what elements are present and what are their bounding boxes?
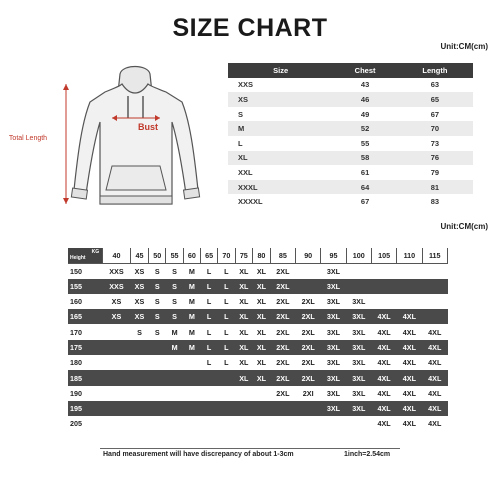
grid-size-cell <box>183 370 200 385</box>
grid-size-cell <box>183 355 200 370</box>
grid-size-cell <box>149 401 166 416</box>
size-row <box>228 78 473 93</box>
hoodie-diagram <box>60 62 210 220</box>
grid-size-cell <box>103 386 131 401</box>
grid-size-cell: 4XL <box>397 386 422 401</box>
grid-size-cell: 3XL <box>346 386 371 401</box>
grid-size-cell: XL <box>235 294 253 309</box>
grid-size-cell: XL <box>235 279 253 294</box>
grid-size-cell <box>130 416 148 431</box>
grid-size-cell <box>422 294 447 309</box>
grid-size-cell: L <box>218 279 235 294</box>
grid-size-cell <box>253 416 271 431</box>
grid-size-cell <box>166 355 183 370</box>
grid-size-cell: L <box>200 263 217 278</box>
grid-size-cell: 3XL <box>346 370 371 385</box>
length-cell: 73 <box>397 136 473 151</box>
grid-size-cell: 2XL <box>270 340 295 355</box>
grid-size-cell <box>166 401 183 416</box>
grid-size-cell <box>166 370 183 385</box>
grid-size-cell: XL <box>235 355 253 370</box>
length-cell: 79 <box>397 165 473 180</box>
grid-size-cell: 2XL <box>296 355 321 370</box>
grid-size-cell: S <box>130 324 148 339</box>
grid-size-cell: XL <box>253 279 271 294</box>
grid-size-cell: 3XL <box>346 309 371 324</box>
grid-size-cell <box>149 340 166 355</box>
grid-size-cell: XL <box>235 324 253 339</box>
length-cell: 63 <box>397 78 473 93</box>
height-cell: 185 <box>68 370 103 385</box>
grid-size-cell: 4XL <box>371 370 396 385</box>
grid-size-cell: 4XL <box>371 401 396 416</box>
grid-size-cell: L <box>218 324 235 339</box>
size-cell: XXXXL <box>228 194 333 209</box>
grid-size-cell <box>183 386 200 401</box>
length-cell: 83 <box>397 194 473 209</box>
grid-size-cell <box>218 370 235 385</box>
grid-size-cell: 2XL <box>296 309 321 324</box>
grid-size-cell: 2XL <box>270 279 295 294</box>
grid-size-cell: L <box>200 309 217 324</box>
grid-size-cell: XS <box>103 294 131 309</box>
grid-size-cell <box>149 355 166 370</box>
grid-size-cell <box>183 401 200 416</box>
conversion-note: 1inch=2.54cm <box>344 451 391 458</box>
grid-size-cell <box>103 416 131 431</box>
weight-header-cell: 85 <box>270 248 295 263</box>
grid-size-cell <box>296 263 321 278</box>
height-cell: 175 <box>68 340 103 355</box>
grid-size-cell: L <box>200 294 217 309</box>
grid-size-cell: L <box>218 340 235 355</box>
height-cell: 180 <box>68 355 103 370</box>
grid-size-cell <box>397 279 422 294</box>
grid-size-cell: 4XL <box>371 355 396 370</box>
grid-size-cell <box>218 386 235 401</box>
size-table <box>228 63 473 209</box>
grid-size-cell: 2XL <box>296 370 321 385</box>
grid-header-row <box>68 248 448 263</box>
grid-size-cell: XL <box>235 263 253 278</box>
grid-size-cell <box>296 416 321 431</box>
chest-cell: 52 <box>333 121 396 136</box>
size-table-header <box>228 63 473 78</box>
grid-size-cell: 2XL <box>270 386 295 401</box>
grid-size-cell: 2XL <box>296 340 321 355</box>
chest-cell: 58 <box>333 151 396 166</box>
chest-cell: 55 <box>333 136 396 151</box>
grid-size-cell <box>130 370 148 385</box>
grid-size-cell: S <box>166 309 183 324</box>
grid-size-cell: M <box>166 340 183 355</box>
weight-header-cell: 90 <box>296 248 321 263</box>
grid-size-cell: XL <box>253 263 271 278</box>
grid-size-cell: 4XL <box>371 324 396 339</box>
grid-size-cell: 3XL <box>346 401 371 416</box>
grid-size-cell: 4XL <box>397 309 422 324</box>
grid-size-cell <box>200 401 217 416</box>
grid-size-cell: 4XL <box>397 355 422 370</box>
footer-divider <box>100 448 400 449</box>
grid-size-cell <box>103 401 131 416</box>
grid-size-cell <box>103 370 131 385</box>
unit-label-top: Unit:CM(cm) <box>440 42 488 51</box>
grid-size-cell: 4XL <box>397 340 422 355</box>
height-cell: 165 <box>68 309 103 324</box>
grid-row <box>68 370 448 385</box>
header-chest: Chest <box>333 63 396 78</box>
grid-size-cell: XS <box>130 309 148 324</box>
weight-header-cell: 75 <box>235 248 253 263</box>
grid-size-cell: XS <box>130 263 148 278</box>
grid-size-cell: M <box>183 340 200 355</box>
measurement-note: Hand measurement will have discrepancy of about 1-3cm <box>103 451 294 458</box>
weight-header-cell: 95 <box>321 248 346 263</box>
grid-size-cell: XL <box>235 370 253 385</box>
grid-row <box>68 340 448 355</box>
weight-header-cell: 55 <box>166 248 183 263</box>
page-title: SIZE CHART <box>172 14 328 42</box>
size-cell: XXS <box>228 78 333 93</box>
grid-size-cell: S <box>166 294 183 309</box>
grid-size-cell <box>371 294 396 309</box>
grid-size-cell <box>103 355 131 370</box>
weight-header-cell: 50 <box>149 248 166 263</box>
grid-size-cell: 3XL <box>321 370 346 385</box>
grid-size-cell: 3XL <box>321 309 346 324</box>
grid-size-cell: 4XL <box>371 309 396 324</box>
grid-size-cell <box>371 263 396 278</box>
grid-size-cell: XL <box>235 309 253 324</box>
grid-row <box>68 263 448 278</box>
grid-size-cell: S <box>149 309 166 324</box>
size-cell: XXL <box>228 165 333 180</box>
length-cell: 65 <box>397 92 473 107</box>
grid-size-cell: XL <box>253 309 271 324</box>
height-cell: 160 <box>68 294 103 309</box>
grid-size-cell: L <box>200 324 217 339</box>
grid-size-cell: L <box>218 294 235 309</box>
grid-row <box>68 309 448 324</box>
grid-size-cell: 4XL <box>422 324 447 339</box>
grid-size-cell <box>166 416 183 431</box>
chest-cell: 46 <box>333 92 396 107</box>
grid-size-cell <box>103 324 131 339</box>
grid-size-cell: S <box>149 279 166 294</box>
total-length-label: Total Length <box>8 135 48 142</box>
grid-size-cell: XL <box>235 340 253 355</box>
unit-label-bottom: Unit:CM(cm) <box>440 222 488 231</box>
grid-size-cell: M <box>183 294 200 309</box>
length-cell: 70 <box>397 121 473 136</box>
hoodie-illustration <box>60 62 210 220</box>
grid-size-cell: 2XL <box>270 294 295 309</box>
chest-cell: 49 <box>333 107 396 122</box>
grid-row <box>68 279 448 294</box>
size-row <box>228 121 473 136</box>
grid-size-cell: 2XL <box>270 324 295 339</box>
height-cell: 170 <box>68 324 103 339</box>
grid-size-cell <box>166 386 183 401</box>
grid-size-cell <box>218 416 235 431</box>
grid-size-cell: 2XI <box>296 386 321 401</box>
grid-size-cell: XXS <box>103 279 131 294</box>
size-cell: XS <box>228 92 333 107</box>
grid-size-cell: L <box>218 355 235 370</box>
grid-row <box>68 294 448 309</box>
grid-size-cell: M <box>183 324 200 339</box>
grid-row <box>68 416 448 431</box>
grid-row <box>68 386 448 401</box>
grid-size-cell <box>183 416 200 431</box>
grid-size-cell <box>371 279 396 294</box>
grid-size-cell: S <box>149 324 166 339</box>
grid-size-cell <box>253 386 271 401</box>
bust-label: Bust <box>138 122 158 132</box>
grid-size-cell: 4XL <box>397 401 422 416</box>
grid-size-cell: 3XL <box>321 294 346 309</box>
height-cell: 190 <box>68 386 103 401</box>
grid-size-cell: XS <box>130 279 148 294</box>
weight-height-grid <box>68 248 448 432</box>
grid-size-cell: 4XL <box>397 324 422 339</box>
height-cell: 195 <box>68 401 103 416</box>
length-cell: 67 <box>397 107 473 122</box>
grid-size-cell <box>422 279 447 294</box>
grid-size-cell: 4XL <box>371 416 396 431</box>
grid-size-cell <box>130 401 148 416</box>
grid-size-cell <box>253 401 271 416</box>
chest-cell: 61 <box>333 165 396 180</box>
corner-kg-label: KG <box>91 249 100 256</box>
size-row <box>228 180 473 195</box>
grid-size-cell: S <box>149 294 166 309</box>
grid-size-cell: XS <box>130 294 148 309</box>
grid-size-cell <box>130 355 148 370</box>
grid-size-cell <box>270 416 295 431</box>
size-row <box>228 194 473 209</box>
grid-size-cell: 3XL <box>346 340 371 355</box>
size-row <box>228 151 473 166</box>
grid-size-cell: 3XL <box>321 386 346 401</box>
grid-size-cell <box>422 309 447 324</box>
grid-size-cell <box>130 340 148 355</box>
grid-size-cell: M <box>183 279 200 294</box>
grid-size-cell <box>103 340 131 355</box>
grid-size-cell <box>218 401 235 416</box>
height-cell: 150 <box>68 263 103 278</box>
grid-size-cell <box>321 416 346 431</box>
size-cell: L <box>228 136 333 151</box>
grid-size-cell: XL <box>253 294 271 309</box>
grid-size-cell: M <box>166 324 183 339</box>
grid-size-cell: 3XL <box>321 263 346 278</box>
weight-header-cell: 80 <box>253 248 271 263</box>
grid-size-cell: 4XL <box>371 386 396 401</box>
grid-size-cell: L <box>200 279 217 294</box>
grid-size-cell: 4XL <box>397 370 422 385</box>
grid-size-cell <box>235 416 253 431</box>
size-row <box>228 165 473 180</box>
grid-size-cell: 4XL <box>397 416 422 431</box>
size-cell: M <box>228 121 333 136</box>
grid-size-cell: 4XL <box>422 416 447 431</box>
weight-header-cell: 60 <box>183 248 200 263</box>
grid-size-cell: 3XL <box>321 279 346 294</box>
chest-cell: 43 <box>333 78 396 93</box>
size-row <box>228 107 473 122</box>
grid-size-cell <box>346 263 371 278</box>
grid-row <box>68 401 448 416</box>
grid-size-cell: 4XL <box>371 340 396 355</box>
corner-height-label: Height <box>70 255 86 262</box>
weight-header-cell: 115 <box>422 248 447 263</box>
grid-size-cell: 4XL <box>422 355 447 370</box>
grid-size-cell: 3XL <box>321 340 346 355</box>
grid-size-cell: 2XL <box>270 309 295 324</box>
header-size: Size <box>228 63 333 78</box>
size-row <box>228 92 473 107</box>
grid-size-cell: XL <box>253 340 271 355</box>
grid-size-cell: 3XL <box>346 355 371 370</box>
grid-size-cell: 4XL <box>422 386 447 401</box>
weight-header-cell: 45 <box>130 248 148 263</box>
weight-header-cell: 110 <box>397 248 422 263</box>
grid-size-cell: L <box>200 340 217 355</box>
grid-size-cell <box>296 279 321 294</box>
weight-header-cell: 100 <box>346 248 371 263</box>
grid-size-cell: L <box>218 309 235 324</box>
chest-cell: 67 <box>333 194 396 209</box>
size-row <box>228 136 473 151</box>
grid-size-cell <box>235 386 253 401</box>
grid-size-cell <box>200 386 217 401</box>
grid-size-cell: S <box>166 279 183 294</box>
height-cell: 155 <box>68 279 103 294</box>
grid-size-cell <box>296 401 321 416</box>
grid-size-cell <box>422 263 447 278</box>
grid-size-cell: L <box>218 263 235 278</box>
grid-size-cell: 4XL <box>422 370 447 385</box>
size-cell: XXXL <box>228 180 333 195</box>
grid-size-cell: 2XL <box>270 263 295 278</box>
grid-size-cell: 2XL <box>270 355 295 370</box>
header-length: Length <box>397 63 473 78</box>
grid-size-cell <box>200 416 217 431</box>
grid-size-cell: M <box>183 263 200 278</box>
grid-size-cell: 2XL <box>296 294 321 309</box>
grid-size-cell <box>346 416 371 431</box>
grid-size-cell: 3XL <box>346 324 371 339</box>
weight-header-cell: 65 <box>200 248 217 263</box>
grid-size-cell: 3XL <box>346 294 371 309</box>
grid-row <box>68 324 448 339</box>
grid-size-cell <box>149 370 166 385</box>
grid-size-cell: 2XL <box>296 324 321 339</box>
grid-size-cell <box>149 416 166 431</box>
weight-header-cell: 40 <box>103 248 131 263</box>
grid-corner <box>68 248 103 263</box>
grid-size-cell: XXS <box>103 263 131 278</box>
chest-cell: 64 <box>333 180 396 195</box>
grid-size-cell: M <box>183 309 200 324</box>
size-cell: S <box>228 107 333 122</box>
size-cell: XL <box>228 151 333 166</box>
grid-size-cell <box>235 401 253 416</box>
grid-size-cell: 4XL <box>422 401 447 416</box>
grid-size-cell <box>346 279 371 294</box>
grid-row <box>68 355 448 370</box>
grid-size-cell: 3XL <box>321 401 346 416</box>
grid-size-cell: S <box>166 263 183 278</box>
grid-size-cell: 3XL <box>321 324 346 339</box>
grid-size-cell <box>200 370 217 385</box>
grid-size-cell: 4XL <box>422 340 447 355</box>
weight-header-cell: 105 <box>371 248 396 263</box>
grid-size-cell <box>397 294 422 309</box>
grid-size-cell: XL <box>253 324 271 339</box>
grid-size-cell: L <box>200 355 217 370</box>
grid-size-cell <box>270 401 295 416</box>
grid-size-cell: S <box>149 263 166 278</box>
grid-size-cell: XL <box>253 355 271 370</box>
height-cell: 205 <box>68 416 103 431</box>
length-cell: 76 <box>397 151 473 166</box>
grid-size-cell: 3XL <box>321 355 346 370</box>
grid-size-cell <box>130 386 148 401</box>
grid-size-cell <box>397 263 422 278</box>
grid-size-cell: 2XL <box>270 370 295 385</box>
grid-size-cell <box>149 386 166 401</box>
grid-size-cell: XS <box>103 309 131 324</box>
length-cell: 81 <box>397 180 473 195</box>
weight-header-cell: 70 <box>218 248 235 263</box>
grid-size-cell: XL <box>253 370 271 385</box>
